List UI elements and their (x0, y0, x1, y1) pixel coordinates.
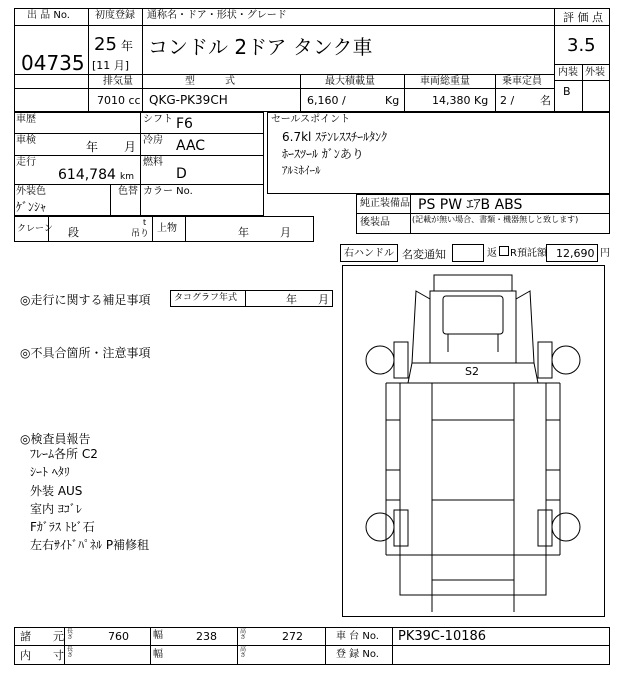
max-load: 6,160 / (307, 94, 346, 107)
recycle-unit: 円 (600, 248, 610, 259)
shift-label: シフト (143, 114, 173, 125)
history-label: 車歴 (16, 114, 36, 125)
ext-color-value: ｹﾞﾝｼｬ (16, 200, 47, 214)
inspector-line-3: 外装 AUS (30, 484, 83, 498)
inspector-line-1: ﾌﾚｰﾑ各所 C2 (30, 447, 98, 461)
divider (237, 627, 238, 665)
divider (325, 627, 326, 665)
crane-label: クレーン (17, 224, 53, 234)
equipment-label: 純正装備品 (360, 198, 410, 209)
steering: 右ハンドル (344, 248, 394, 259)
defects-label: ◎不具合箇所・注意事項 (20, 346, 151, 360)
first-reg-label: 初度登録 (95, 10, 135, 21)
inspector-line-4: 室内 ﾖｺﾞﾚ (30, 502, 82, 516)
sales-line-2: ﾎｰｽﾂｰﾙ ｶﾞﾝあり (282, 147, 364, 161)
first-reg-year: 25 (94, 34, 117, 55)
vehicle-name: コンドル 2ドア タンク車 (148, 35, 373, 59)
capacity-label: 乗車定員 (502, 76, 542, 87)
sales-line-3: ｱﾙﾐﾎｲｰﾙ (282, 164, 321, 177)
gross-weight: 14,380 Kg (432, 94, 489, 107)
upper-month-unit: 月 (280, 226, 291, 239)
mileage-unit: km (120, 172, 134, 182)
sales-line-1: 6.7kl ｽﾃﾝﾚｽｽﾁｰﾙﾀﾝｸ (282, 130, 388, 144)
first-reg-month: [11 月] (92, 59, 130, 72)
mileage-label: 走行 (16, 157, 36, 168)
inspector-line-2: ｼｰﾄ ﾍﾀﾘ (30, 465, 70, 479)
chassis-value: PK39C-10186 (398, 629, 487, 644)
width-label: 幅 (153, 630, 163, 641)
recycle-value: 12,690 (556, 247, 595, 260)
ext-color-label: 外装色 (16, 186, 46, 197)
year-unit: 年 (121, 39, 134, 53)
fuel-value: D (176, 166, 187, 182)
displacement: 7010 cc (97, 94, 141, 107)
ac-label: 冷房 (143, 135, 163, 146)
reg-no-label: 登 録 No. (336, 649, 379, 660)
inner-height-label: 高さ (240, 646, 247, 659)
height-label: 高さ (240, 628, 247, 641)
shift-value: F6 (176, 116, 193, 132)
inner-dims-label: 内 寸 (20, 649, 64, 662)
divider (64, 627, 65, 665)
inspection-month-unit: 月 (124, 140, 137, 154)
recycle-prefix: 返 (487, 248, 497, 259)
retrofit-label: 後装品 (360, 217, 390, 228)
interior-grade: B (563, 85, 571, 98)
model-label: 型 式 (185, 76, 235, 87)
equipment-value: PS PW ｴｱB ABS (418, 197, 523, 213)
color-no-label: カラー No. (143, 186, 193, 197)
divider (150, 627, 151, 665)
inner-length-label: 長さ (67, 646, 74, 659)
rating-label: 評 価 点 (563, 11, 603, 24)
max-load-unit: Kg (385, 94, 400, 107)
dims-label: 諸 元 (20, 630, 64, 643)
width-value: 238 (196, 630, 217, 643)
inspector-label: ◎検査員報告 (20, 432, 91, 446)
lot-number: 04735 (21, 51, 85, 75)
crane-ton-unit: t (143, 218, 147, 227)
diagram-mark: S2 (465, 365, 479, 378)
color-change-label: 色替 (118, 186, 138, 197)
inner-width-label: 幅 (153, 649, 163, 660)
exterior-label: 外装 (585, 67, 605, 78)
inspector-line-5: Fｶﾞﾗｽ ﾄﾋﾞ石 (30, 520, 95, 534)
ac-value: AAC (176, 138, 206, 154)
lot-no-label: 出 品 No. (27, 10, 70, 21)
max-load-label: 最大積載量 (325, 76, 375, 87)
upper-label: 上物 (157, 223, 177, 234)
divider (14, 645, 610, 646)
sales-label: セールスポイント (271, 114, 351, 125)
name-change-label: 名変通知 (402, 248, 446, 261)
inspector-line-6: 左右ｻｲﾄﾞﾊﾟﾈﾙ P補修租 (30, 538, 150, 552)
vehicle-name-label: 通称名・ドア・形状・グレード (147, 10, 287, 21)
upper-year-unit: 年 (238, 226, 249, 239)
displacement-label: 排気量 (103, 76, 133, 87)
capacity-unit: 名 (540, 94, 551, 107)
footer-frame (14, 627, 610, 665)
gross-weight-label: 車両総重量 (420, 76, 470, 87)
retrofit-note: (記載が無い場合、書類・機器無しと致します) (412, 215, 579, 224)
driving-remarks-label: ◎走行に関する補足事項 (20, 293, 151, 307)
mileage-value: 614,784 (58, 167, 116, 183)
tachograph-year-unit: 年 (286, 293, 297, 306)
inspection-year-unit: 年 (86, 140, 99, 154)
tachograph-month-unit: 月 (318, 293, 329, 306)
crane-lift-label: 吊り (131, 229, 150, 239)
inspection-label: 車検 (16, 135, 36, 146)
height-value: 272 (282, 630, 303, 643)
interior-label: 内装 (558, 67, 578, 78)
fuel-label: 燃料 (143, 157, 163, 168)
chassis-label: 車 台 No. (336, 631, 379, 642)
crane-steps-unit: 段 (68, 226, 79, 239)
divider (392, 627, 393, 665)
model: QKG-PK39CH (149, 93, 228, 107)
tachograph-label: タコグラフ年式 (174, 293, 238, 303)
capacity: 2 / (500, 94, 515, 107)
length-label: 長さ (67, 628, 74, 641)
length-value: 760 (108, 630, 129, 643)
rating-value: 3.5 (567, 35, 596, 56)
recycle-label: R預託額 (510, 248, 547, 259)
